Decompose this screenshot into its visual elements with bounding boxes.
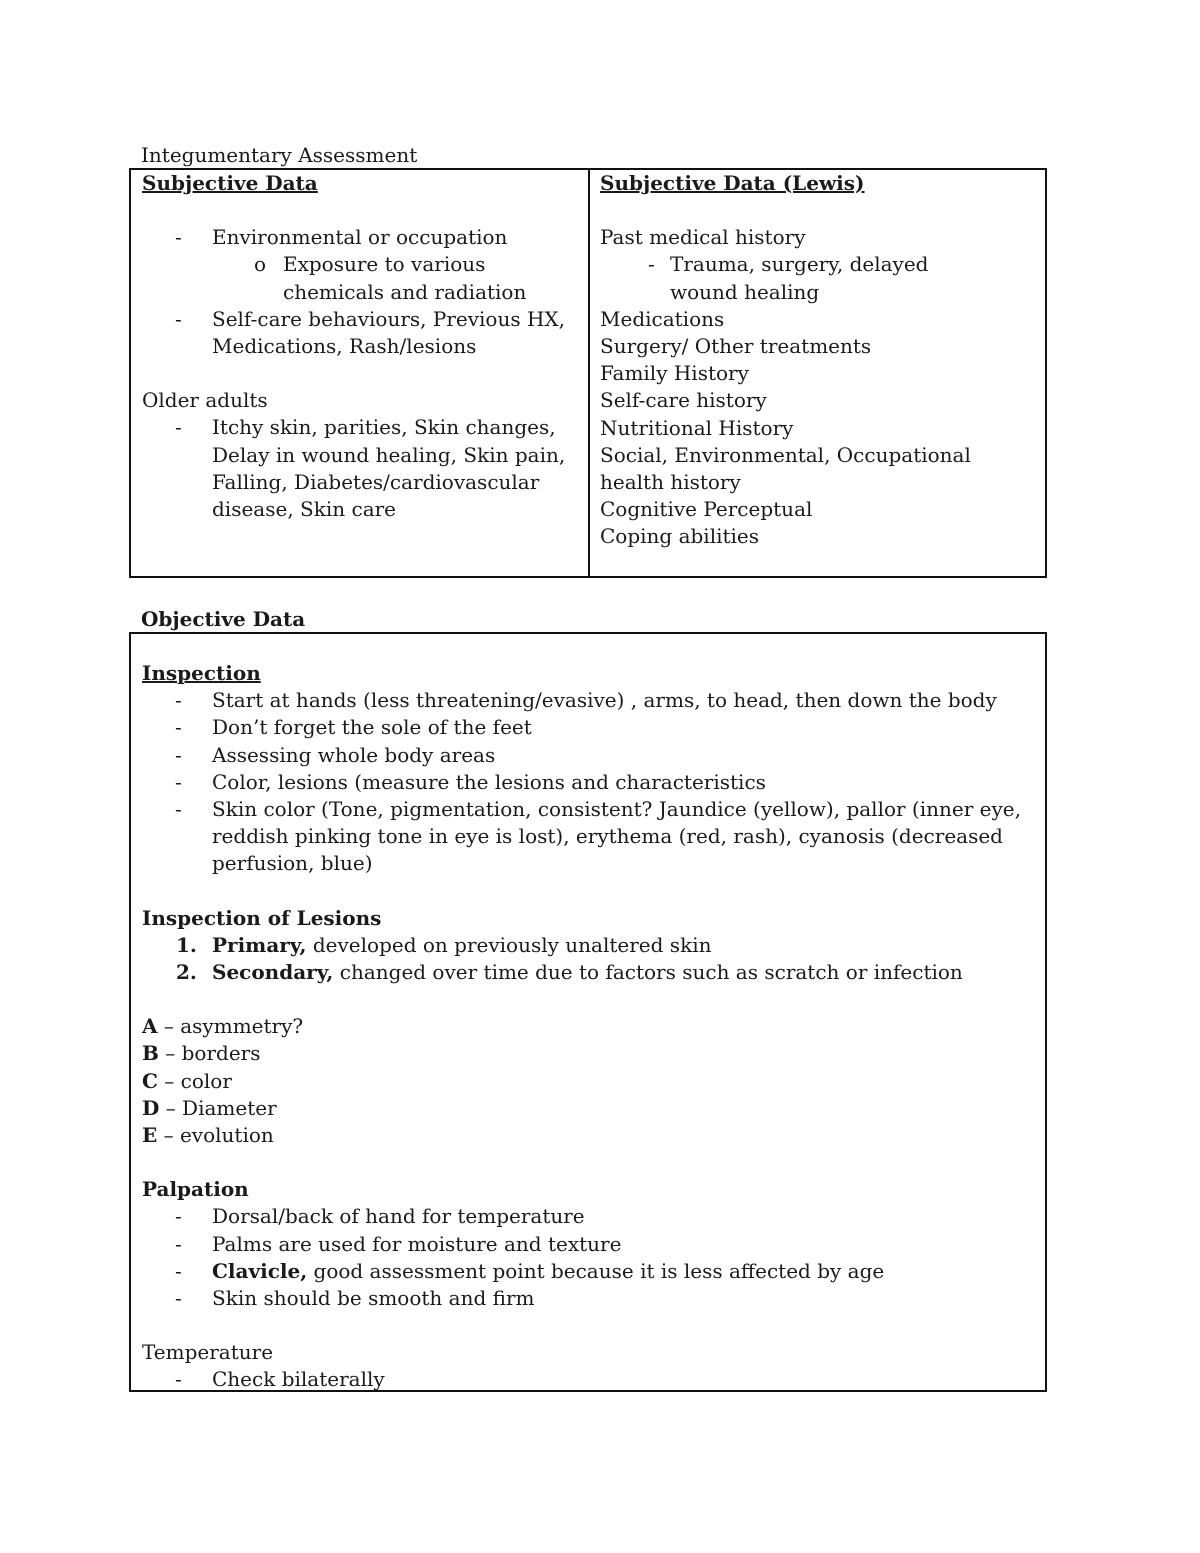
dash-bullet: - bbox=[175, 225, 182, 250]
list-item: - Dorsal/back of hand for temperature bbox=[142, 1203, 1033, 1230]
dash-bullet: - bbox=[175, 1367, 182, 1392]
list-item: - Check bilaterally bbox=[142, 1366, 1033, 1393]
list-item: D – Diameter bbox=[142, 1095, 277, 1120]
subjective-data-cell bbox=[131, 170, 590, 576]
objective-heading: Objective Data bbox=[141, 607, 306, 631]
list-item: - Palms are used for moisture and texture bbox=[142, 1231, 1033, 1258]
list-item: - Start at hands (less threatening/evasive) , arms, to head, then down the body bbox=[142, 687, 1033, 714]
dash-bullet: - bbox=[175, 769, 182, 794]
list-item: Coping abilities bbox=[600, 524, 760, 549]
list-item: Cognitive Perceptual bbox=[600, 497, 813, 522]
list-item: A – asymmetry? bbox=[142, 1014, 304, 1039]
dash-bullet: - bbox=[648, 252, 655, 277]
temperature-list bbox=[142, 1366, 1033, 1393]
list-item: - Skin color (Tone, pigmentation, consistent? Jaundice (yellow), pallor (inner eye, reddish pinking tone in eye is lost), erythema (red, rash), cyanosis (decreased perfusion, blue) bbox=[142, 796, 1033, 878]
palpation-list bbox=[142, 1203, 1033, 1312]
lesions-heading: Inspection of Lesions bbox=[142, 905, 382, 930]
dash-bullet: - bbox=[175, 1286, 182, 1311]
document-title: Integumentary Assessment bbox=[141, 143, 418, 167]
dash-bullet: - bbox=[175, 306, 182, 331]
dash-bullet: - bbox=[175, 797, 182, 822]
subjective-data-table bbox=[129, 168, 1047, 578]
list-item: 1. Primary, developed on previously unaltered skin bbox=[176, 932, 712, 957]
list-item: Nutritional History bbox=[600, 415, 794, 440]
list-item: - Don’t forget the sole of the feet bbox=[142, 714, 1033, 741]
dash-bullet: - bbox=[175, 415, 182, 440]
lewis-list bbox=[600, 306, 1035, 551]
dash-bullet: - bbox=[175, 1204, 182, 1229]
abcde-list bbox=[142, 1013, 1033, 1149]
list-item: - Environmental or occupation bbox=[142, 224, 578, 251]
list-item: Surgery/ Other treatments bbox=[600, 334, 872, 359]
list-item: Self-care history bbox=[600, 388, 767, 413]
lesions-list bbox=[142, 932, 1033, 986]
temperature-heading: Temperature bbox=[142, 1340, 274, 1365]
list-item: - Itchy skin, parities, Skin changes, Delay in wound healing, Skin pain, Falling, Diabetes/cardiovascular disease, Skin care bbox=[142, 414, 578, 523]
past-medical-history: Past medical history bbox=[600, 225, 806, 250]
list-item: E – evolution bbox=[142, 1123, 274, 1148]
palpation-heading: Palpation bbox=[142, 1177, 249, 1202]
subjective-lewis-cell bbox=[590, 170, 1045, 576]
subjective-lewis-heading: Subjective Data (Lewis) bbox=[600, 171, 865, 195]
dash-bullet: - bbox=[175, 1231, 182, 1256]
list-item: B – borders bbox=[142, 1041, 261, 1066]
subjective-heading: Subjective Data bbox=[142, 171, 318, 195]
list-item: Family History bbox=[600, 361, 749, 386]
list-item: - Assessing whole body areas bbox=[142, 742, 1033, 769]
inspection-heading: Inspection bbox=[142, 661, 261, 685]
list-item: - Self-care behaviours, Previous HX, Medications, Rash/lesions bbox=[142, 306, 578, 360]
list-item: o Exposure to various chemicals and radiation bbox=[142, 251, 578, 305]
dash-bullet: - bbox=[175, 1258, 182, 1283]
list-item: - Skin should be smooth and firm bbox=[142, 1285, 1033, 1312]
list-item: C – color bbox=[142, 1068, 232, 1093]
list-item: Medications bbox=[600, 306, 725, 331]
inspection-list bbox=[142, 687, 1033, 877]
list-item: - Trauma, surgery, delayed wound healing bbox=[600, 251, 1035, 305]
subjective-list bbox=[142, 224, 578, 251]
list-item: Social, Environmental, Occupational health history bbox=[600, 442, 971, 495]
list-item: 2. Secondary, changed over time due to factors such as scratch or infection bbox=[176, 960, 963, 985]
older-adults-label: Older adults bbox=[142, 388, 268, 413]
dash-bullet: - bbox=[175, 688, 182, 713]
list-item: - Color, lesions (measure the lesions and characteristics bbox=[142, 769, 1033, 796]
list-item: - Clavicle, good assessment point because it is less affected by age bbox=[142, 1258, 1033, 1285]
dash-bullet: - bbox=[175, 742, 182, 767]
objective-data-box bbox=[129, 632, 1047, 1392]
circle-bullet: o bbox=[254, 252, 267, 277]
dash-bullet: - bbox=[175, 715, 182, 740]
subjective-sublist bbox=[142, 251, 578, 305]
